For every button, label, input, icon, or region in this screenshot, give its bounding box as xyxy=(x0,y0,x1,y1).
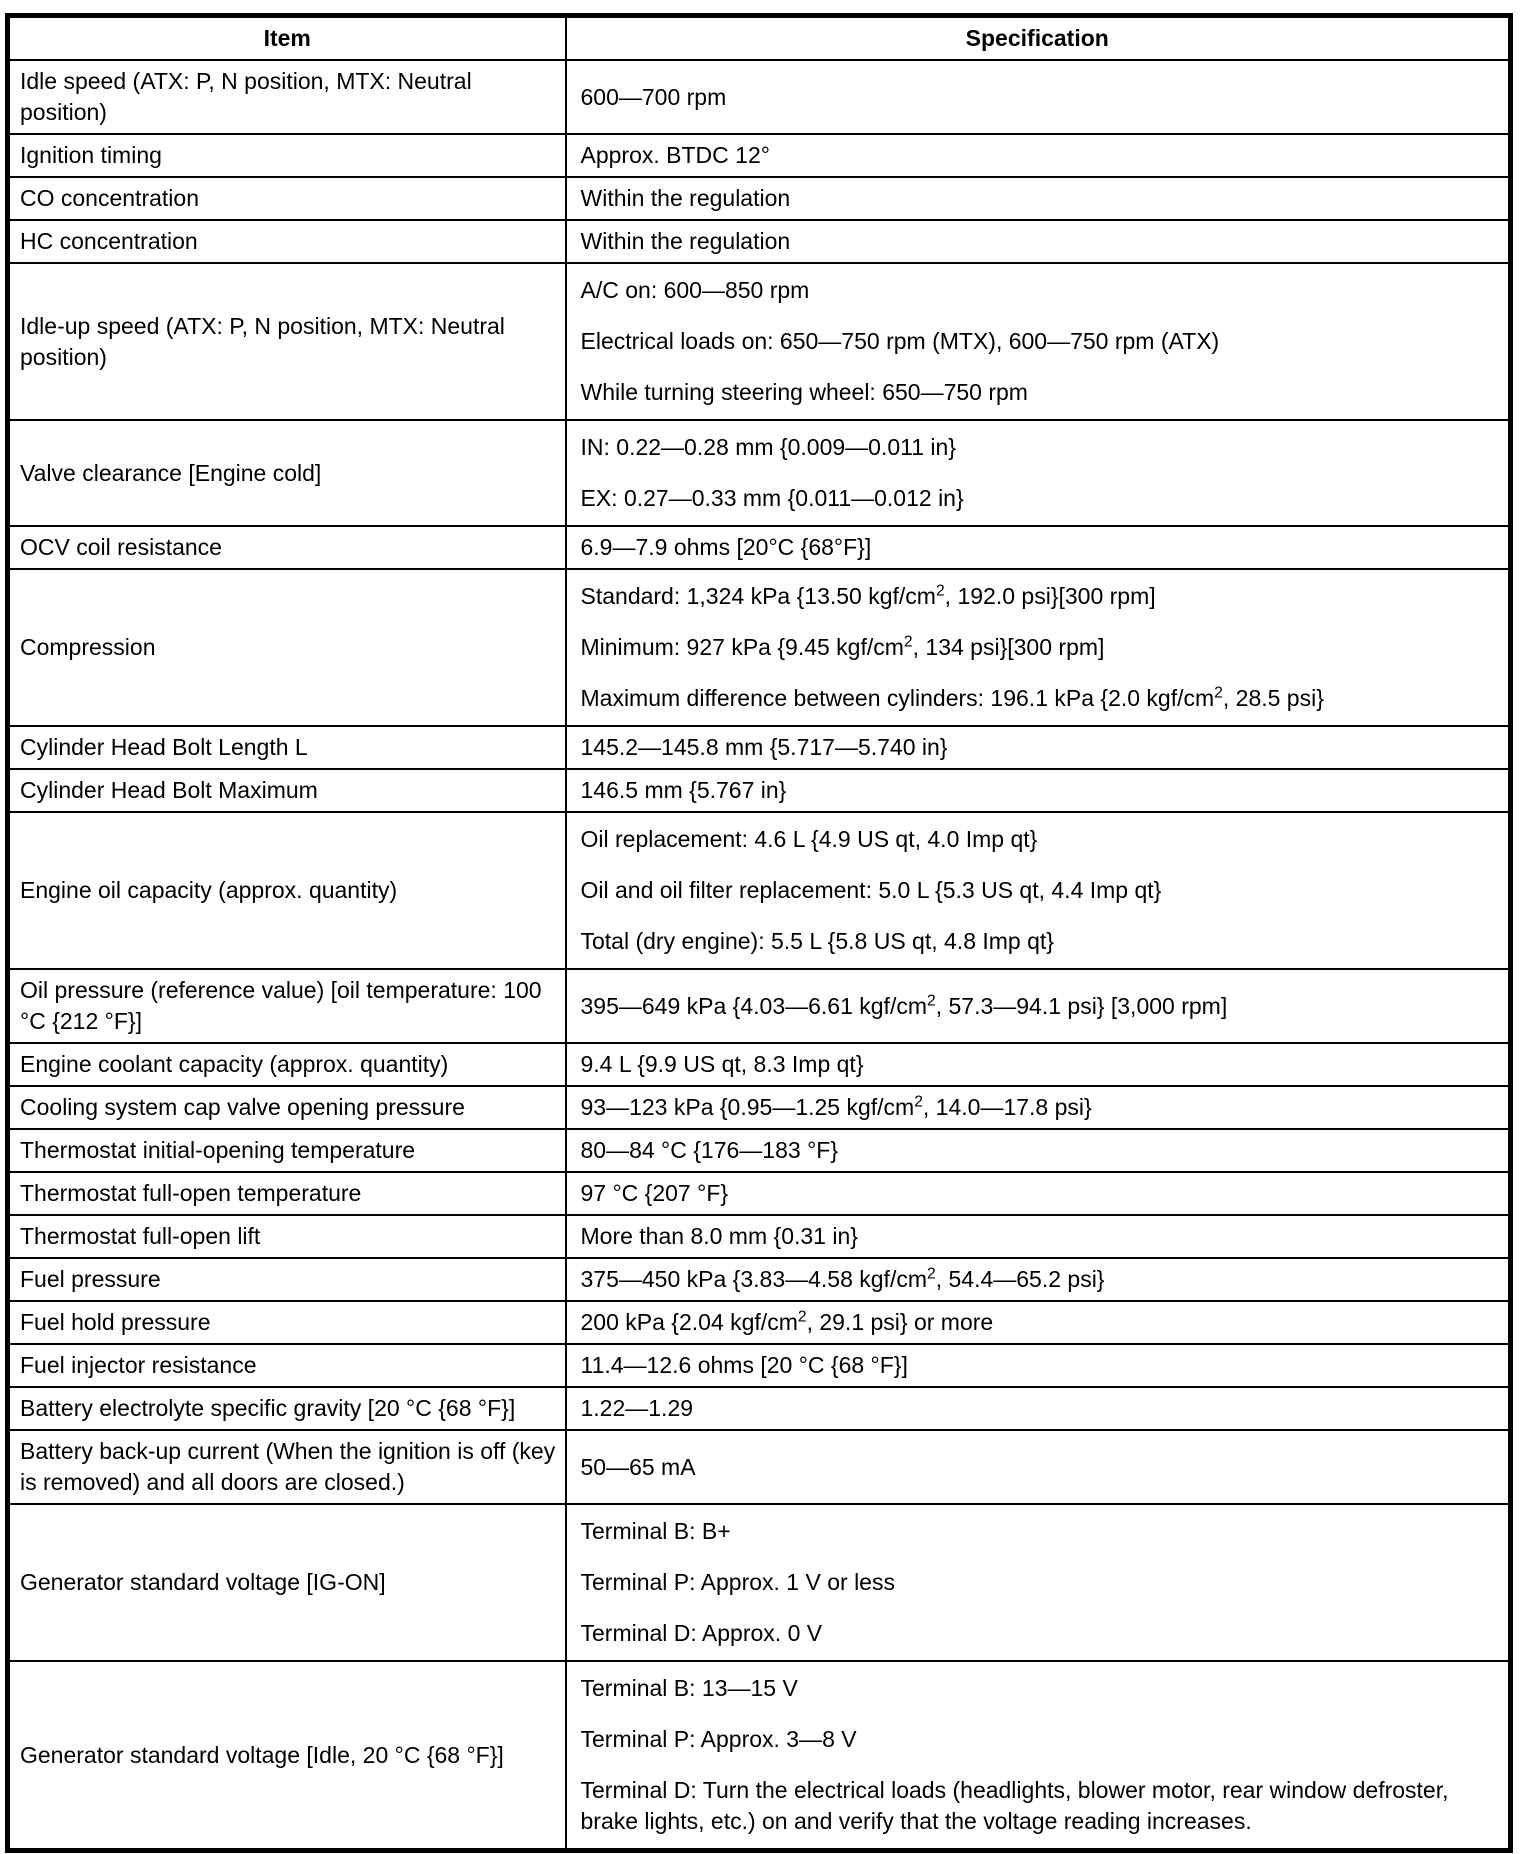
table-row xyxy=(8,1172,1511,1215)
spec-cell xyxy=(566,420,1511,526)
table-row xyxy=(8,1504,1511,1661)
spec-line: Total (dry engine): 5.5 L {5.8 US qt, 4.8 Imp qt} xyxy=(580,928,1054,954)
spec-line: 375—450 kPa {3.83—4.58 kgf/$cm^2$, 54.4—65.2 psi} xyxy=(580,1265,1105,1292)
spec-line: A/C on: 600—850 rpm xyxy=(580,277,810,303)
table-row xyxy=(8,1301,1511,1344)
spec-line: Terminal B: B+ xyxy=(580,1518,731,1544)
spec-cell xyxy=(566,1344,1511,1387)
spec-line: 6.9—7.9 ohms [20°C {68°F}] xyxy=(580,534,872,560)
spec-line: Oil replacement: 4.6 L {4.9 US qt, 4.0 Imp qt} xyxy=(580,826,1038,852)
table-row xyxy=(8,177,1511,220)
item-cell: HC concentration xyxy=(8,220,566,263)
spec-line: Within the regulation xyxy=(580,185,791,211)
spec-cell xyxy=(566,569,1511,726)
item-cell: Fuel pressure xyxy=(8,1258,566,1301)
spec-line: Terminal P: Approx. 1 V or less xyxy=(580,1569,895,1595)
item-cell: Generator standard voltage [Idle, 20 °C {68 °F}] xyxy=(8,1661,566,1851)
spec-cell xyxy=(566,1258,1511,1301)
table-row xyxy=(8,1215,1511,1258)
table-row xyxy=(8,526,1511,569)
column-header-specification: Specification xyxy=(566,16,1511,61)
spec-line: Terminal P: Approx. 3—8 V xyxy=(580,1726,857,1752)
spec-cell xyxy=(566,1430,1511,1504)
table-row xyxy=(8,969,1511,1043)
spec-line: Electrical loads on: 650—750 rpm (MTX), 600—750 rpm (ATX) xyxy=(580,328,1220,354)
spec-line: Approx. BTDC 12° xyxy=(580,142,770,168)
spec-cell xyxy=(566,1043,1511,1086)
spec-line: 395—649 kPa {4.03—6.61 kgf/$cm^2$, 57.3—94.1 psi} [3,000 rpm] xyxy=(580,991,1228,1019)
item-cell: Idle speed (ATX: P, N position, MTX: Neutral position) xyxy=(8,60,566,134)
spec-cell xyxy=(566,134,1511,177)
spec-line: While turning steering wheel: 650—750 rpm xyxy=(580,379,1028,405)
table-row xyxy=(8,1344,1511,1387)
item-cell: Generator standard voltage [IG-ON] xyxy=(8,1504,566,1661)
table-row xyxy=(8,220,1511,263)
spec-line: Within the regulation xyxy=(580,228,791,254)
table-row xyxy=(8,812,1511,969)
table-row xyxy=(8,1430,1511,1504)
spec-line: 80—84 °C {176—183 °F} xyxy=(580,1137,839,1163)
spec-cell xyxy=(566,1086,1511,1129)
table-row xyxy=(8,1086,1511,1129)
spec-cell xyxy=(566,1215,1511,1258)
table-row xyxy=(8,420,1511,526)
spec-line: Oil and oil filter replacement: 5.0 L {5.3 US qt, 4.4 Imp qt} xyxy=(580,877,1162,903)
spec-line: Terminal D: Turn the electrical loads (headlights, blower motor, rear window defroster, brake lights, etc.) on and verify that the voltage reading increases. xyxy=(580,1777,1449,1834)
item-cell: Cylinder Head Bolt Maximum xyxy=(8,769,566,812)
item-cell: Battery electrolyte specific gravity [20 °C {68 °F}] xyxy=(8,1387,566,1430)
spec-line: 93—123 kPa {0.95—1.25 kgf/$cm^2$, 14.0—17.8 psi} xyxy=(580,1093,1092,1120)
spec-cell xyxy=(566,726,1511,769)
table-row xyxy=(8,1387,1511,1430)
item-cell: Engine coolant capacity (approx. quantity) xyxy=(8,1043,566,1086)
spec-cell xyxy=(566,60,1511,134)
spec-cell xyxy=(566,812,1511,969)
spec-cell xyxy=(566,220,1511,263)
spec-line: 97 °C {207 °F} xyxy=(580,1180,729,1206)
spec-line: 146.5 mm {5.767 in} xyxy=(580,777,787,803)
column-header-item: Item xyxy=(8,16,566,61)
spec-cell xyxy=(566,1301,1511,1344)
superscript: 2 xyxy=(1214,684,1223,702)
spec-cell xyxy=(566,1661,1511,1851)
item-cell: Thermostat full-open temperature xyxy=(8,1172,566,1215)
spec-line: 50—65 mA xyxy=(580,1453,696,1480)
table-row xyxy=(8,769,1511,812)
table-row xyxy=(8,1661,1511,1851)
spec-line: 200 kPa {2.04 kgf/$cm^2$, 29.1 psi} or more xyxy=(580,1308,994,1335)
spec-cell xyxy=(566,177,1511,220)
spec-cell xyxy=(566,1504,1511,1661)
item-cell: Thermostat full-open lift xyxy=(8,1215,566,1258)
table-row xyxy=(8,1129,1511,1172)
table-row xyxy=(8,60,1511,134)
item-cell: Fuel hold pressure xyxy=(8,1301,566,1344)
item-cell: OCV coil resistance xyxy=(8,526,566,569)
item-cell: Thermostat initial-opening temperature xyxy=(8,1129,566,1172)
spec-line: EX: 0.27—0.33 mm {0.011—0.012 in} xyxy=(580,485,964,511)
item-cell: CO concentration xyxy=(8,177,566,220)
spec-table-body xyxy=(8,60,1511,1851)
spec-line: Terminal D: Approx. 0 V xyxy=(580,1620,823,1646)
table-row xyxy=(8,263,1511,420)
spec-cell xyxy=(566,1129,1511,1172)
spec-line: More than 8.0 mm {0.31 in} xyxy=(580,1223,858,1249)
document-page xyxy=(5,13,1513,1853)
item-cell: Fuel injector resistance xyxy=(8,1344,566,1387)
superscript: 2 xyxy=(927,991,936,1009)
spec-line: Maximum difference between cylinders: 196.1 kPa {2.0 kgf/$cm^2$, 28.5 psi} xyxy=(580,684,1324,711)
spec-cell xyxy=(566,1172,1511,1215)
spec-line: IN: 0.22—0.28 mm {0.009—0.011 in} xyxy=(580,434,956,460)
spec-cell xyxy=(566,969,1511,1043)
specifications-table xyxy=(5,13,1513,1853)
item-cell: Battery back-up current (When the ignition is off (key is removed) and all doors are closed.) xyxy=(8,1430,566,1504)
header-row xyxy=(8,16,1511,61)
item-cell: Oil pressure (reference value) [oil temperature: 100 °C {212 °F}] xyxy=(8,969,566,1043)
table-header xyxy=(8,16,1511,61)
table-row xyxy=(8,1258,1511,1301)
spec-line: 145.2—145.8 mm {5.717—5.740 in} xyxy=(580,734,948,760)
item-cell: Idle-up speed (ATX: P, N position, MTX: Neutral position) xyxy=(8,263,566,420)
spec-cell xyxy=(566,1387,1511,1430)
spec-line: Standard: 1,324 kPa {13.50 kgf/$cm^2$, 192.0 psi}[300 rpm] xyxy=(580,582,1156,609)
spec-line: 11.4—12.6 ohms [20 °C {68 °F}] xyxy=(580,1352,908,1378)
superscript: 2 xyxy=(797,1308,807,1326)
table-row xyxy=(8,1043,1511,1086)
superscript: 2 xyxy=(935,582,945,600)
table-row xyxy=(8,726,1511,769)
spec-line: 1.22—1.29 xyxy=(580,1395,694,1421)
spec-line: 9.4 L {9.9 US qt, 8.3 Imp qt} xyxy=(580,1051,864,1077)
table-row xyxy=(8,134,1511,177)
item-cell: Cooling system cap valve opening pressure xyxy=(8,1086,566,1129)
superscript: 2 xyxy=(914,1093,923,1111)
item-cell: Valve clearance [Engine cold] xyxy=(8,420,566,526)
spec-cell xyxy=(566,769,1511,812)
spec-cell xyxy=(566,526,1511,569)
spec-line: 600—700 rpm xyxy=(580,83,727,110)
spec-cell xyxy=(566,263,1511,420)
item-cell: Ignition timing xyxy=(8,134,566,177)
table-row xyxy=(8,569,1511,726)
spec-line: Minimum: 927 kPa {9.45 kgf/$cm^2$, 134 psi}[300 rpm] xyxy=(580,633,1105,660)
item-cell: Cylinder Head Bolt Length L xyxy=(8,726,566,769)
superscript: 2 xyxy=(927,1265,936,1283)
item-cell: Engine oil capacity (approx. quantity) xyxy=(8,812,566,969)
superscript: 2 xyxy=(903,633,913,651)
item-cell: Compression xyxy=(8,569,566,726)
spec-line: Terminal B: 13—15 V xyxy=(580,1675,798,1701)
